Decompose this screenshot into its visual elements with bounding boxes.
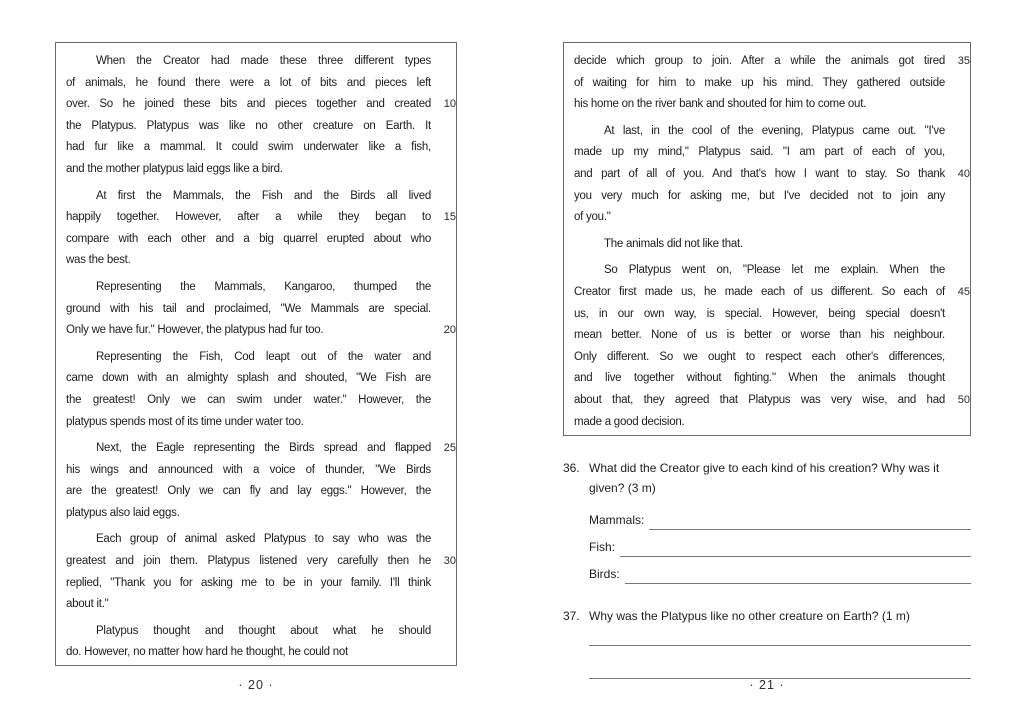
answer-underline (625, 563, 971, 584)
passage-line (574, 94, 945, 116)
passage-line (574, 186, 945, 208)
margin-line-number: 30 (443, 555, 456, 568)
passage-line (66, 159, 431, 181)
passage-line-text: Representing the Fish, Cod leapt out of the water and (96, 350, 431, 363)
passage-line (66, 116, 431, 138)
passage-line-text: When the Creator had made these three different types (96, 55, 431, 67)
passage-line-text: Creator first made us, he made each of us different. So each of (574, 285, 945, 298)
passage-line-text: Next, the Eagle representing the Birds spread and flapped (96, 442, 431, 455)
answer-label: Mammals: (589, 513, 645, 527)
margin-line-number: 40 (957, 167, 970, 180)
passage-line-text: At last, in the cool of the evening, Platypus came out. "I've (604, 124, 945, 137)
passage-line-text: his home on the river bank and shouted for him to come out. (574, 98, 867, 111)
passage-line-text: of waiting for him to make up his mind. They gathered outside (574, 76, 945, 89)
passage-line (574, 282, 970, 304)
question-37-answer-rows (589, 626, 971, 679)
passage-line-text: platypus spends most of its time under water too. (66, 415, 304, 428)
passage-line (574, 121, 945, 143)
passage-line-text: Each group of animal asked Platypus to say who was the (96, 533, 431, 546)
question-36-text: What did the Creator give to each kind of his creation? Why was it given? (3 m) (589, 461, 940, 495)
question-36-head (563, 458, 971, 498)
passage-line-text: made a good decision. (574, 415, 685, 428)
passage-line-text: and live together without fighting." When the animals thought (574, 372, 945, 385)
passage-line (574, 207, 945, 229)
passage-line (66, 229, 431, 251)
passage-line (574, 304, 945, 326)
passage-line-text: had fur like a mammal. It could swim underwater like a fish, (66, 141, 431, 154)
question-37-head (563, 606, 971, 626)
answer-row (589, 659, 971, 679)
passage-line-text: you very much for asking me, but I've decided not to join any (574, 189, 945, 202)
margin-line-number: 10 (443, 98, 456, 111)
page-number-left: · 20 · (238, 678, 274, 692)
reading-passage-box-right (563, 42, 971, 436)
question-36-answer-rows (589, 510, 971, 584)
passage-line-text: was the best. (66, 254, 131, 267)
answer-row (589, 510, 971, 530)
passage-line-text: Platypus thought and thought about what he should (96, 624, 431, 637)
passage-line-text: The animals did not like that. (604, 237, 743, 250)
passage-line-text: of you." (574, 211, 611, 224)
passage-line-text: Only we have fur." However, the platypus had fur too. (66, 324, 324, 337)
margin-line-number: 25 (443, 442, 456, 455)
answer-row (589, 626, 971, 646)
margin-line-number: 15 (443, 211, 456, 224)
question-item-36 (563, 458, 971, 584)
passage-line (66, 460, 431, 482)
passage-line (66, 481, 431, 503)
passage-line-text: came down with an almighty splash and shouted, "We Fish are (66, 372, 431, 385)
passage-line (66, 73, 431, 95)
passage-line (66, 137, 431, 159)
passage-line (66, 503, 431, 525)
passage-line (574, 164, 970, 186)
passage-line-text: replied, "Thank you for asking me to be in your family. I'll think (66, 576, 431, 589)
questions-section (563, 458, 971, 679)
passage-line-text: the greatest! Only we can swim under water." However, the (66, 393, 431, 406)
passage-line (66, 299, 431, 321)
passage-line (66, 390, 431, 412)
passage-line (574, 368, 945, 390)
question-item-37 (563, 606, 971, 679)
passage-line (66, 51, 431, 73)
passage-line (66, 642, 431, 664)
answer-underline (620, 536, 971, 557)
passage-line-text: his wings and announced with a voice of thunder, "We Birds (66, 463, 431, 476)
answer-row (589, 564, 971, 584)
passage-line (66, 277, 431, 299)
passage-line-text: So Platypus went on, "Please let me explain. When the (604, 264, 945, 277)
margin-line-number: 50 (957, 393, 970, 406)
passage-line-text: and part of all of you. And that's how I want to stay. So thank (574, 167, 945, 180)
passage-line-text: over. So he joined these bits and pieces together and created (66, 98, 431, 111)
passage-line (66, 320, 456, 342)
question-37-text: Why was the Platypus like no other creature on Earth? (1 m) (589, 609, 910, 623)
reading-passage-box-left (55, 42, 457, 666)
passage-line-text: made up my mind," Platypus said. "I am part of each of you, (574, 146, 945, 159)
passage-line-text: are the greatest! Only we can fly and lay eggs." However, the (66, 485, 431, 498)
page-number-right: · 21 · (749, 678, 785, 692)
answer-underline (589, 658, 971, 679)
passage-line (574, 325, 945, 347)
passage-line-text: platypus also laid eggs. (66, 506, 180, 519)
passage-line-text: compare with each other and a big quarrel erupted about who (66, 232, 431, 245)
passage-line (574, 51, 970, 73)
passage-line (574, 73, 945, 95)
passage-line-text: greatest and join them. Platypus listened very carefully then he (66, 555, 431, 568)
passage-line (66, 412, 431, 434)
passage-line-text: the Platypus. Platypus was like no other creature on Earth. It (66, 119, 431, 132)
passage-line-text: do. However, no matter how hard he thought, he could not (66, 646, 348, 659)
margin-line-number: 20 (443, 324, 456, 337)
passage-line (66, 438, 456, 460)
passage-line-text: Representing the Mammals, Kangaroo, thumped the (96, 280, 431, 293)
passage-line-text: ground with his tail and proclaimed, "We Mammals are special. (66, 302, 431, 315)
passage-line-text: Only different. So we ought to respect each other's differences, (574, 350, 945, 363)
answer-label: Fish: (589, 540, 616, 554)
passage-line-text: At first the Mammals, the Fish and the Birds all lived (96, 189, 431, 202)
passage-line (574, 347, 945, 369)
passage-line-text: happily together. However, after a while they began to (66, 211, 431, 224)
passage-line (574, 390, 970, 412)
passage-line (66, 347, 431, 369)
passage-line-text: decide which group to join. After a while the animals got tired (574, 55, 945, 67)
passage-line (66, 94, 456, 116)
passage-line (66, 573, 431, 595)
answer-underline (649, 509, 971, 530)
passage-line (66, 250, 431, 272)
question-37-number: 37. (563, 609, 580, 623)
passage-line-text: and the mother platypus laid eggs like a bird. (66, 162, 283, 175)
answer-row (589, 537, 971, 557)
question-36-number: 36. (563, 461, 580, 475)
passage-line (66, 621, 431, 643)
answer-label: Birds: (589, 567, 620, 581)
passage-line-text: about it." (66, 598, 109, 611)
passage-line (66, 207, 456, 229)
passage-line (574, 142, 945, 164)
passage-line (66, 186, 431, 208)
passage-line (574, 260, 945, 282)
passage-line (66, 368, 431, 390)
margin-line-number: 45 (957, 285, 970, 298)
passage-line-text: about that, they agreed that Platypus was very wise, and had (574, 393, 945, 406)
passage-line-text: us, in our own way, is special. However, being special doesn't (574, 307, 945, 320)
passage-line (66, 551, 456, 573)
passage-line (66, 594, 431, 616)
answer-underline (589, 625, 971, 646)
margin-line-number: 35 (957, 55, 970, 67)
passage-line (574, 234, 945, 256)
passage-line-text: mean better. None of us is better or worse than his neighbour. (574, 329, 945, 342)
passage-line (66, 529, 431, 551)
passage-line (574, 412, 945, 434)
passage-line-text: of animals, he found there were a lot of bits and pieces left (66, 76, 431, 89)
